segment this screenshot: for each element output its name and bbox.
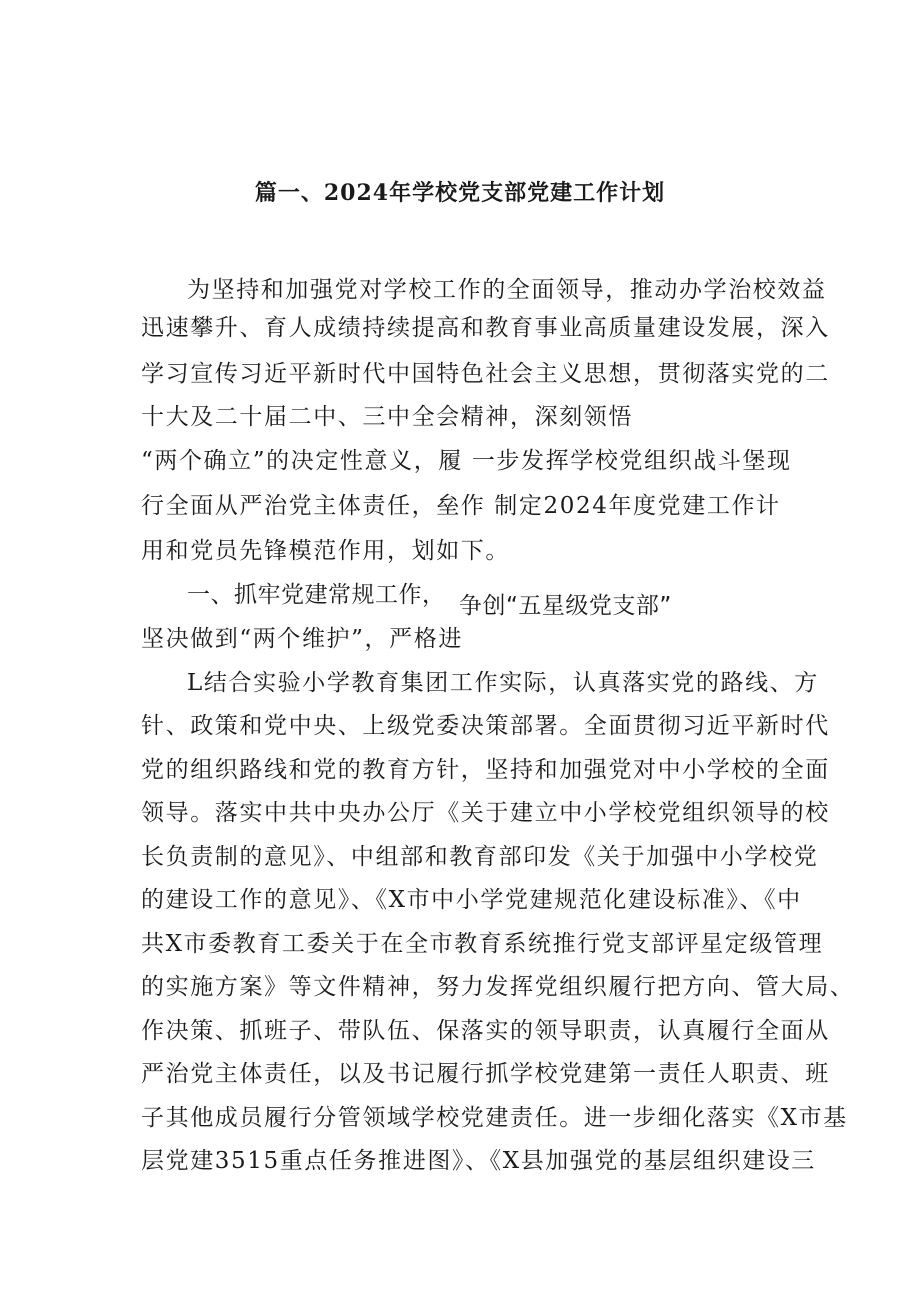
intro-line: “两个确立”的决定性意义，履 一步发挥学校党组织战斗堡现 bbox=[141, 448, 792, 474]
intro-line: 十大及二十届二中、三中全会精神，深刻领悟 bbox=[141, 404, 633, 430]
body-line: 针、政策和党中央、上级党委决策部署。全面贯彻习近平新时代 bbox=[141, 713, 830, 739]
body-line: 长负责制的意见》、中组部和教育部印发《关于加强中小学校党 bbox=[141, 844, 819, 870]
body-line: L结合实验小学教育集团工作实际，认真落实党的路线、方 bbox=[187, 670, 819, 696]
intro-line: 为坚持和加强党对学校工作的全面领导，推动办学治校效益 bbox=[187, 277, 827, 303]
body-line: 严治党主体责任，以及书记履行抓学校党建第一责任人职责、班 bbox=[141, 1061, 830, 1087]
body-line: 的实施方案》等文件精神，努力发挥党组织履行把方向、管大局、 bbox=[141, 974, 855, 1000]
section-heading-part1: 一、抓牢党建常规工作， bbox=[187, 582, 446, 608]
body-line: 共X市委教育工委关于在全市教育系统推行党支部评星定级管理 bbox=[141, 931, 824, 957]
body-line: 的建设工作的意见》、《X市中小学党建规范化建设标准》、《中 bbox=[141, 887, 802, 913]
section-heading-part2: 争创“五星级党支部” bbox=[459, 593, 672, 619]
body-line: 党的组织路线和党的教育方针，坚持和加强党对中小学校的全面 bbox=[141, 757, 830, 783]
intro-line: 迅速攀升、育人成绩持续提高和教育事业高质量建设发展，深入 bbox=[141, 315, 830, 341]
document-title: 篇一、2024年学校党支部党建工作计划 bbox=[254, 180, 666, 206]
intro-line: 用和党员先锋模范作用，划如下。 bbox=[141, 538, 510, 564]
body-line: 作决策、抓班子、带队伍、保落实的领导职责，认真履行全面从 bbox=[141, 1018, 830, 1044]
body-line: 层党建3515重点任务推进图》、《X县加强党的基层组织建设三 bbox=[141, 1148, 816, 1174]
body-line: 领导。落实中共中央办公厅《关于建立中小学校党组织领导的校 bbox=[141, 800, 830, 826]
intro-line: 行全面从严治党主体责任，垒作 制定2024年度党建工作计 bbox=[141, 493, 781, 519]
intro-line: 学习宣传习近平新时代中国特色社会主义思想，贯彻落实党的二 bbox=[141, 361, 830, 387]
body-line: 子其他成员履行分管领域学校党建责任。进一步细化落实《X市基 bbox=[141, 1105, 848, 1131]
section-sub-line: 坚决做到“两个维护”，严格进 bbox=[141, 626, 463, 652]
